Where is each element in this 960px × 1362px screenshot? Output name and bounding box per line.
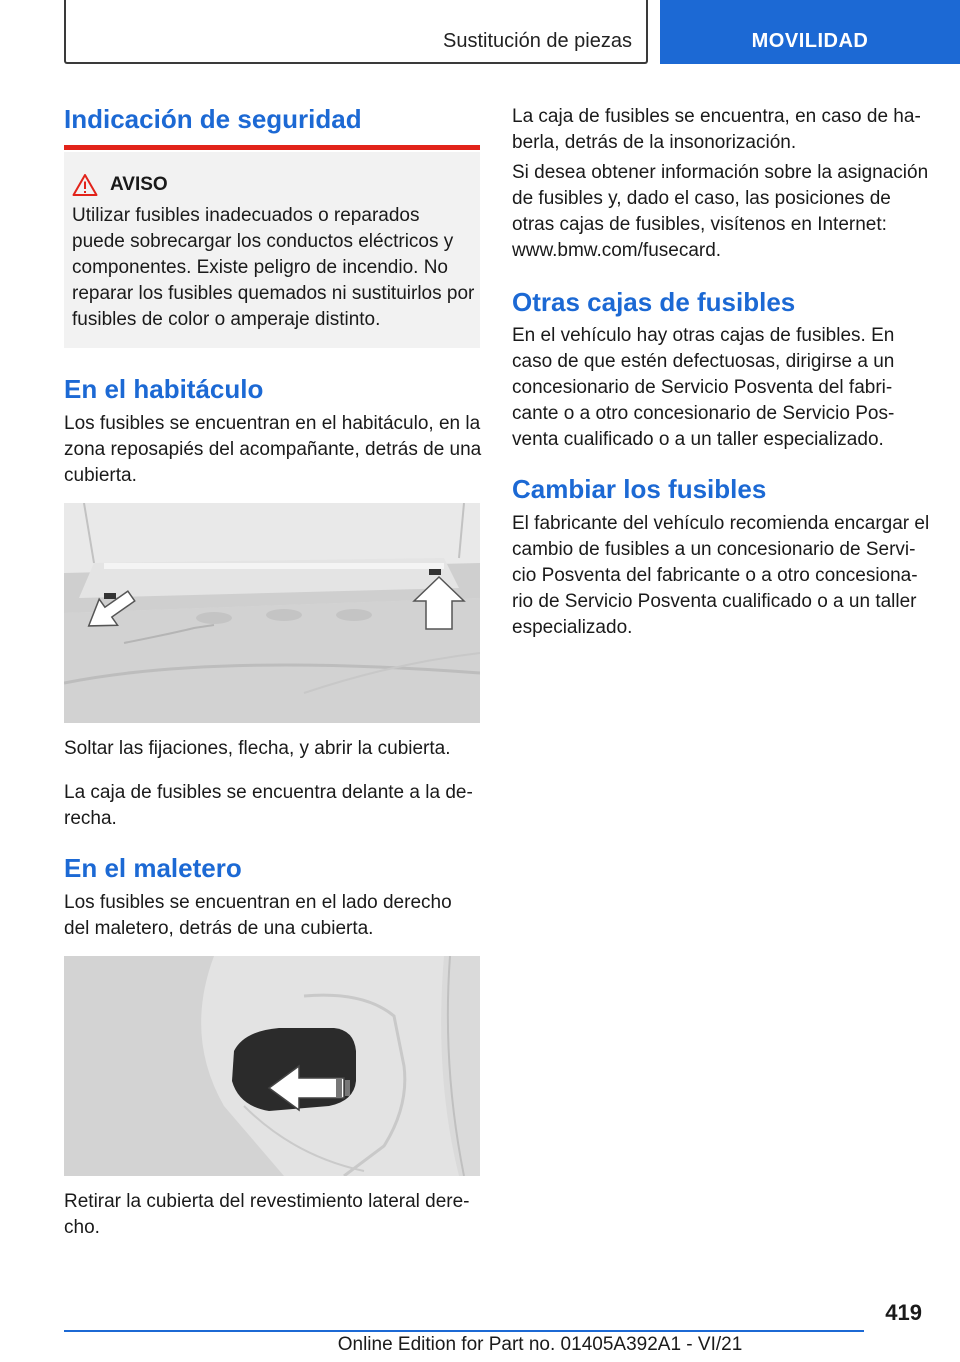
change-fuses-heading: Cambiar los fusibles <box>512 474 767 504</box>
warning-rule <box>64 145 480 150</box>
safety-heading: Indicación de seguridad <box>64 104 362 134</box>
change-fuses-text: El fabricante del vehículo recomienda encargar el cambio de fusibles a un concesionario de Servi- cio Posventa del fabricante o a otro concesiona- rio de Servicio Posventa cualificado o a un taller especializado. <box>512 513 930 638</box>
trunk-text: Los fusibles se encuentran en el lado derecho del maletero, detrás de una cubierta. <box>64 892 452 939</box>
warning-box <box>64 152 480 348</box>
trunk-caption: Retirar la cubierta del revestimiento lateral dere- cho. <box>64 1191 470 1238</box>
trunk-heading: En el maletero <box>64 853 242 883</box>
other-fuse-boxes-heading: Otras cajas de fusibles <box>512 287 796 317</box>
warning-text: Utilizar fusibles inadecuados o reparados puede sobrecargar los conductos eléctricos y componentes. Existe peligro de incendio. No reparar los fusibles quemados ni sustituirlos por fusibles de color o amperaje distinto. <box>72 205 475 330</box>
edition-footer: Online Edition for Part no. 01405A392A1 - VI/21 <box>337 1334 743 1355</box>
cabin-location-text: La caja de fusibles se encuentra delante a la de- recha. <box>64 782 473 829</box>
header-section-box <box>64 0 648 64</box>
trunk-cover-illustration <box>64 956 480 1176</box>
chapter-tab: MOVILIDAD <box>660 0 960 64</box>
cabin-cover-illustration <box>64 503 480 723</box>
footer-rule <box>64 1330 864 1332</box>
intro-text-1: La caja de fusibles se encuentra, en caso de ha- berla, detrás de la insonorización. <box>512 106 921 153</box>
page-number: 419 <box>885 1300 922 1325</box>
section-title: Sustitución de piezas <box>442 30 632 52</box>
warning-header <box>72 173 168 197</box>
cabin-fuse-photo <box>64 503 480 723</box>
intro-text-2: Si desea obtener información sobre la asignación de fusibles y, dado el caso, las posiciones de otras cajas de fusibles, visítenos en Internet: www.bmw.com/fusecard. <box>512 162 929 261</box>
cabin-text: Los fusibles se encuentran en el habitáculo, en la zona reposapiés del acompañante, detrás de una cubierta. <box>64 413 482 486</box>
cabin-caption: Soltar las fijaciones, flecha, y abrir la cubierta. <box>64 738 451 759</box>
cabin-heading: En el habitáculo <box>64 374 264 404</box>
warning-title: AVISO <box>110 174 168 195</box>
trunk-fuse-photo <box>64 956 480 1176</box>
other-fuse-boxes-text: En el vehículo hay otras cajas de fusibles. En caso de que estén defectuosas, dirigirse a un concesionario de Servicio Posventa del fabri- cante o a otro concesionario de Servicio Pos- venta cualificado o a un taller especializado. <box>512 325 895 450</box>
warning-triangle-icon <box>72 173 98 197</box>
